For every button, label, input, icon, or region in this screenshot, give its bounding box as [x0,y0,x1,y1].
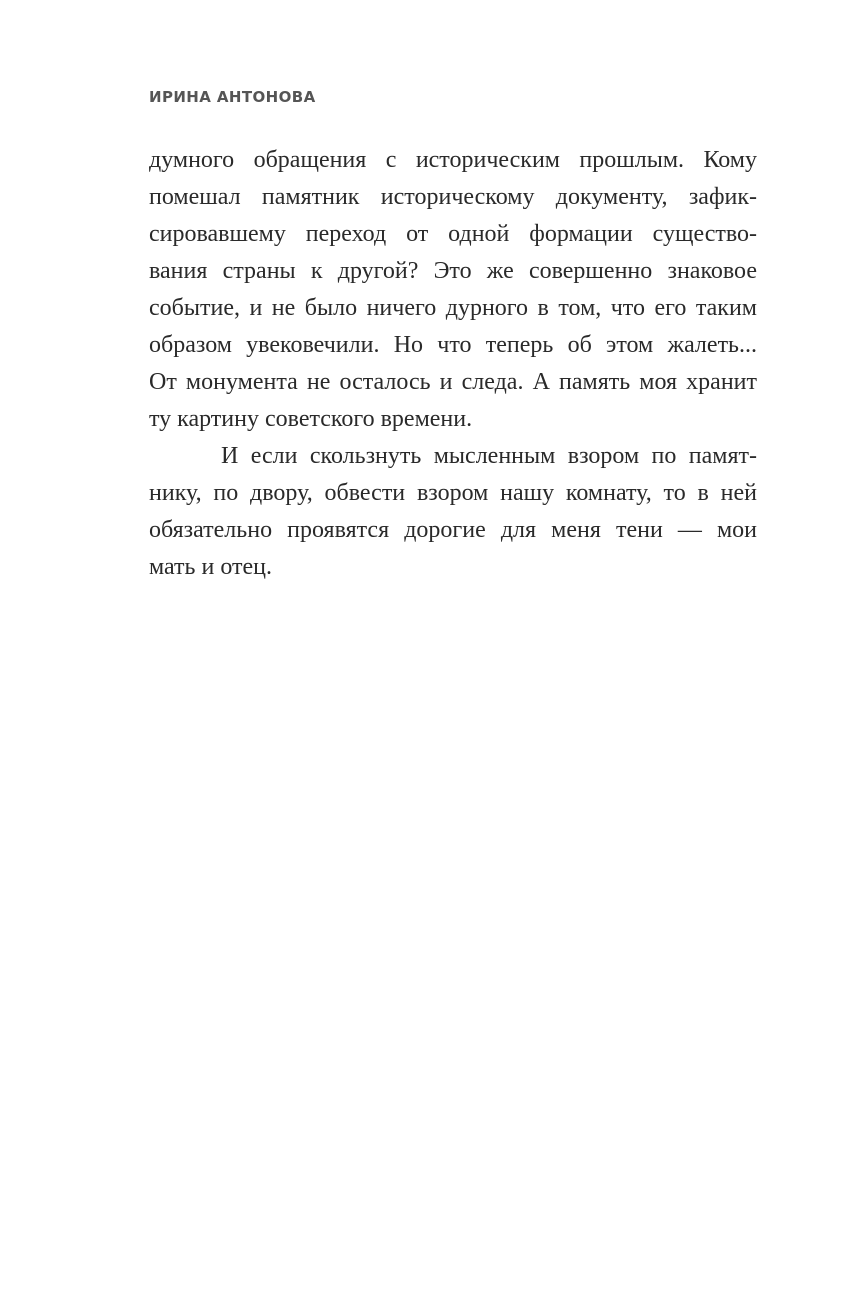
text-line: вания страны к другой? Это же совершенно знаковое [149,258,757,284]
body-text [149,142,757,586]
text-line-last: ту картину советского времени. [149,406,473,432]
text-line: думного обращения с историческим прошлым. Кому [149,147,757,173]
text-line-last: мать и отец. [149,554,272,580]
text-line: сировавшему переход от одной формации существо- [149,221,757,247]
running-head-author: ИРИНА АНТОНОВА [149,88,316,106]
text-line: обязательно проявятся дорогие для меня тени — мои [149,517,757,543]
paragraph-2 [149,438,757,586]
text-line: образом увековечили. Но что теперь об этом жалеть... [149,332,757,358]
paragraph-1 [149,142,757,438]
text-line: нику, по двору, обвести взором нашу комнату, то в ней [149,480,757,506]
text-line: помешал памятник историческому документу, зафик- [149,184,757,210]
text-line: событие, и не было ничего дурного в том, что его таким [149,295,757,321]
text-line: От монумента не осталось и следа. А память моя хранит [149,369,757,395]
text-line-indented: И если скользнуть мысленным взором по памят- [221,443,757,469]
